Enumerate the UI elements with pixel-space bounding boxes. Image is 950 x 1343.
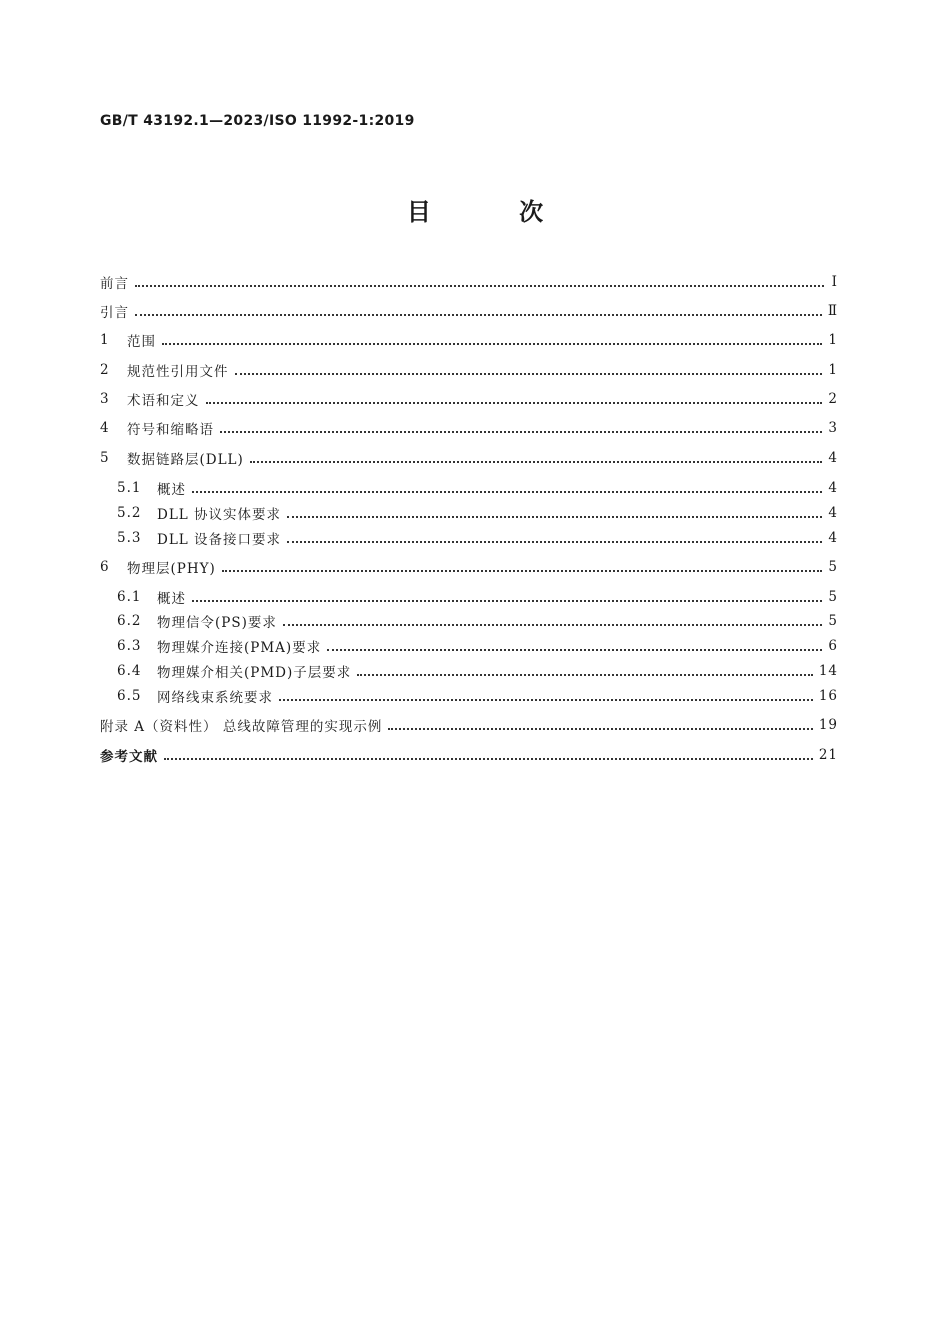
toc-leader-dots [283, 610, 823, 626]
toc-entry-page-number: 4 [828, 480, 838, 496]
page-title: 目 次 [406, 197, 584, 226]
toc-entry-page-number: 5 [828, 589, 838, 605]
document-code-header: GB/T 43192.1—2023/ISO 11992-1:2019 [100, 113, 415, 129]
toc-entry[interactable] [100, 299, 838, 323]
toc-entry-number: 5.3 [117, 530, 142, 546]
toc-leader-dots [192, 586, 822, 602]
toc-entry[interactable] [117, 585, 838, 609]
toc-entry-page-number: 5 [828, 559, 838, 575]
toc-entry-label: 术语和定义 [127, 393, 200, 409]
toc-entry-label: 概述 [157, 591, 186, 607]
toc-entry-page-number: 3 [828, 420, 838, 436]
toc-entry-number: 6.2 [117, 613, 142, 629]
toc-entry-number: 6 [100, 559, 110, 575]
toc-entry[interactable] [100, 743, 838, 767]
toc-entry-label: 概述 [157, 482, 186, 498]
toc-entry[interactable] [117, 609, 838, 633]
toc-entry-label: DLL 设备接口要求 [157, 532, 282, 548]
toc-entry-label: DLL 协议实体要求 [157, 507, 282, 523]
toc-leader-dots [287, 502, 822, 518]
toc-entry-number: 5 [100, 450, 110, 466]
toc-leader-dots [279, 685, 813, 701]
toc-entry-number: 6.1 [117, 589, 142, 605]
toc-leader-dots [220, 417, 822, 433]
toc-entry[interactable] [117, 476, 838, 500]
toc-entry-page-number: 16 [818, 688, 838, 704]
toc-leader-dots [206, 388, 823, 404]
toc-entry-label: 附录 A（资料性） 总线故障管理的实现示例 [100, 719, 383, 735]
toc-entry-number: 1 [100, 332, 110, 348]
toc-entry-label: 参考文献 [100, 749, 158, 765]
toc-entry-page-number: 4 [828, 450, 838, 466]
toc-entry-page-number: 1 [828, 332, 838, 348]
toc-entry[interactable] [117, 634, 838, 658]
toc-entry[interactable] [100, 358, 838, 382]
toc-entry-page-number: Ⅰ [831, 274, 838, 290]
toc-entry-label: 符号和缩略语 [127, 422, 214, 438]
toc-entry[interactable] [100, 713, 838, 737]
toc-entry[interactable] [117, 501, 838, 525]
toc-entry-page-number: 1 [828, 362, 838, 378]
toc-leader-dots [250, 447, 823, 463]
toc-entry[interactable] [100, 270, 838, 294]
toc-entry[interactable] [100, 555, 838, 579]
toc-leader-dots [135, 271, 824, 287]
toc-entry-page-number: 14 [818, 663, 838, 679]
toc-entry[interactable] [117, 526, 838, 550]
toc-entry[interactable] [100, 387, 838, 411]
toc-entry-number: 4 [100, 420, 110, 436]
toc-entry[interactable] [117, 684, 838, 708]
toc-leader-dots [388, 714, 812, 730]
toc-entry[interactable] [100, 416, 838, 440]
toc-entry-label: 物理媒介连接(PMA)要求 [157, 640, 322, 656]
toc-entry-number: 3 [100, 391, 110, 407]
toc-entry-number: 6.3 [117, 638, 142, 654]
toc-entry-page-number: 5 [828, 613, 838, 629]
toc-entry[interactable] [100, 446, 838, 470]
toc-entry[interactable] [100, 328, 838, 352]
toc-leader-dots [192, 477, 822, 493]
toc-entry[interactable] [117, 659, 838, 683]
toc-entry-number: 5.1 [117, 480, 142, 496]
toc-entry-number: 6.5 [117, 688, 142, 704]
toc-entry-label: 规范性引用文件 [127, 364, 229, 380]
toc-entry-page-number: 4 [828, 530, 838, 546]
toc-entry-label: 物理层(PHY) [127, 561, 216, 577]
toc-entry-label: 范围 [127, 334, 156, 350]
toc-entry-page-number: 4 [828, 505, 838, 521]
toc-entry-label: 物理媒介相关(PMD)子层要求 [157, 665, 352, 681]
toc-entry-label: 前言 [100, 276, 129, 292]
toc-entry-page-number: 19 [818, 717, 838, 733]
toc-leader-dots [222, 556, 823, 572]
toc-leader-dots [164, 744, 813, 760]
toc-entry-number: 2 [100, 362, 110, 378]
toc-entry-page-number: Ⅱ [827, 303, 838, 319]
toc-entry-label: 数据链路层(DLL) [127, 452, 244, 468]
toc-entry-page-number: 2 [828, 391, 838, 407]
toc-entry-page-number: 21 [818, 747, 838, 763]
toc-leader-dots [135, 300, 822, 316]
toc-entry-label: 网络线束系统要求 [157, 690, 273, 706]
toc-entry-number: 5.2 [117, 505, 142, 521]
toc-leader-dots [357, 660, 813, 676]
toc-entry-label: 引言 [100, 305, 129, 321]
toc-leader-dots [287, 527, 822, 543]
toc-entry-number: 6.4 [117, 663, 142, 679]
toc-leader-dots [235, 359, 823, 375]
toc-leader-dots [327, 635, 822, 651]
toc-leader-dots [162, 329, 822, 345]
toc-entry-label: 物理信令(PS)要求 [157, 615, 277, 631]
toc-entry-page-number: 6 [828, 638, 838, 654]
